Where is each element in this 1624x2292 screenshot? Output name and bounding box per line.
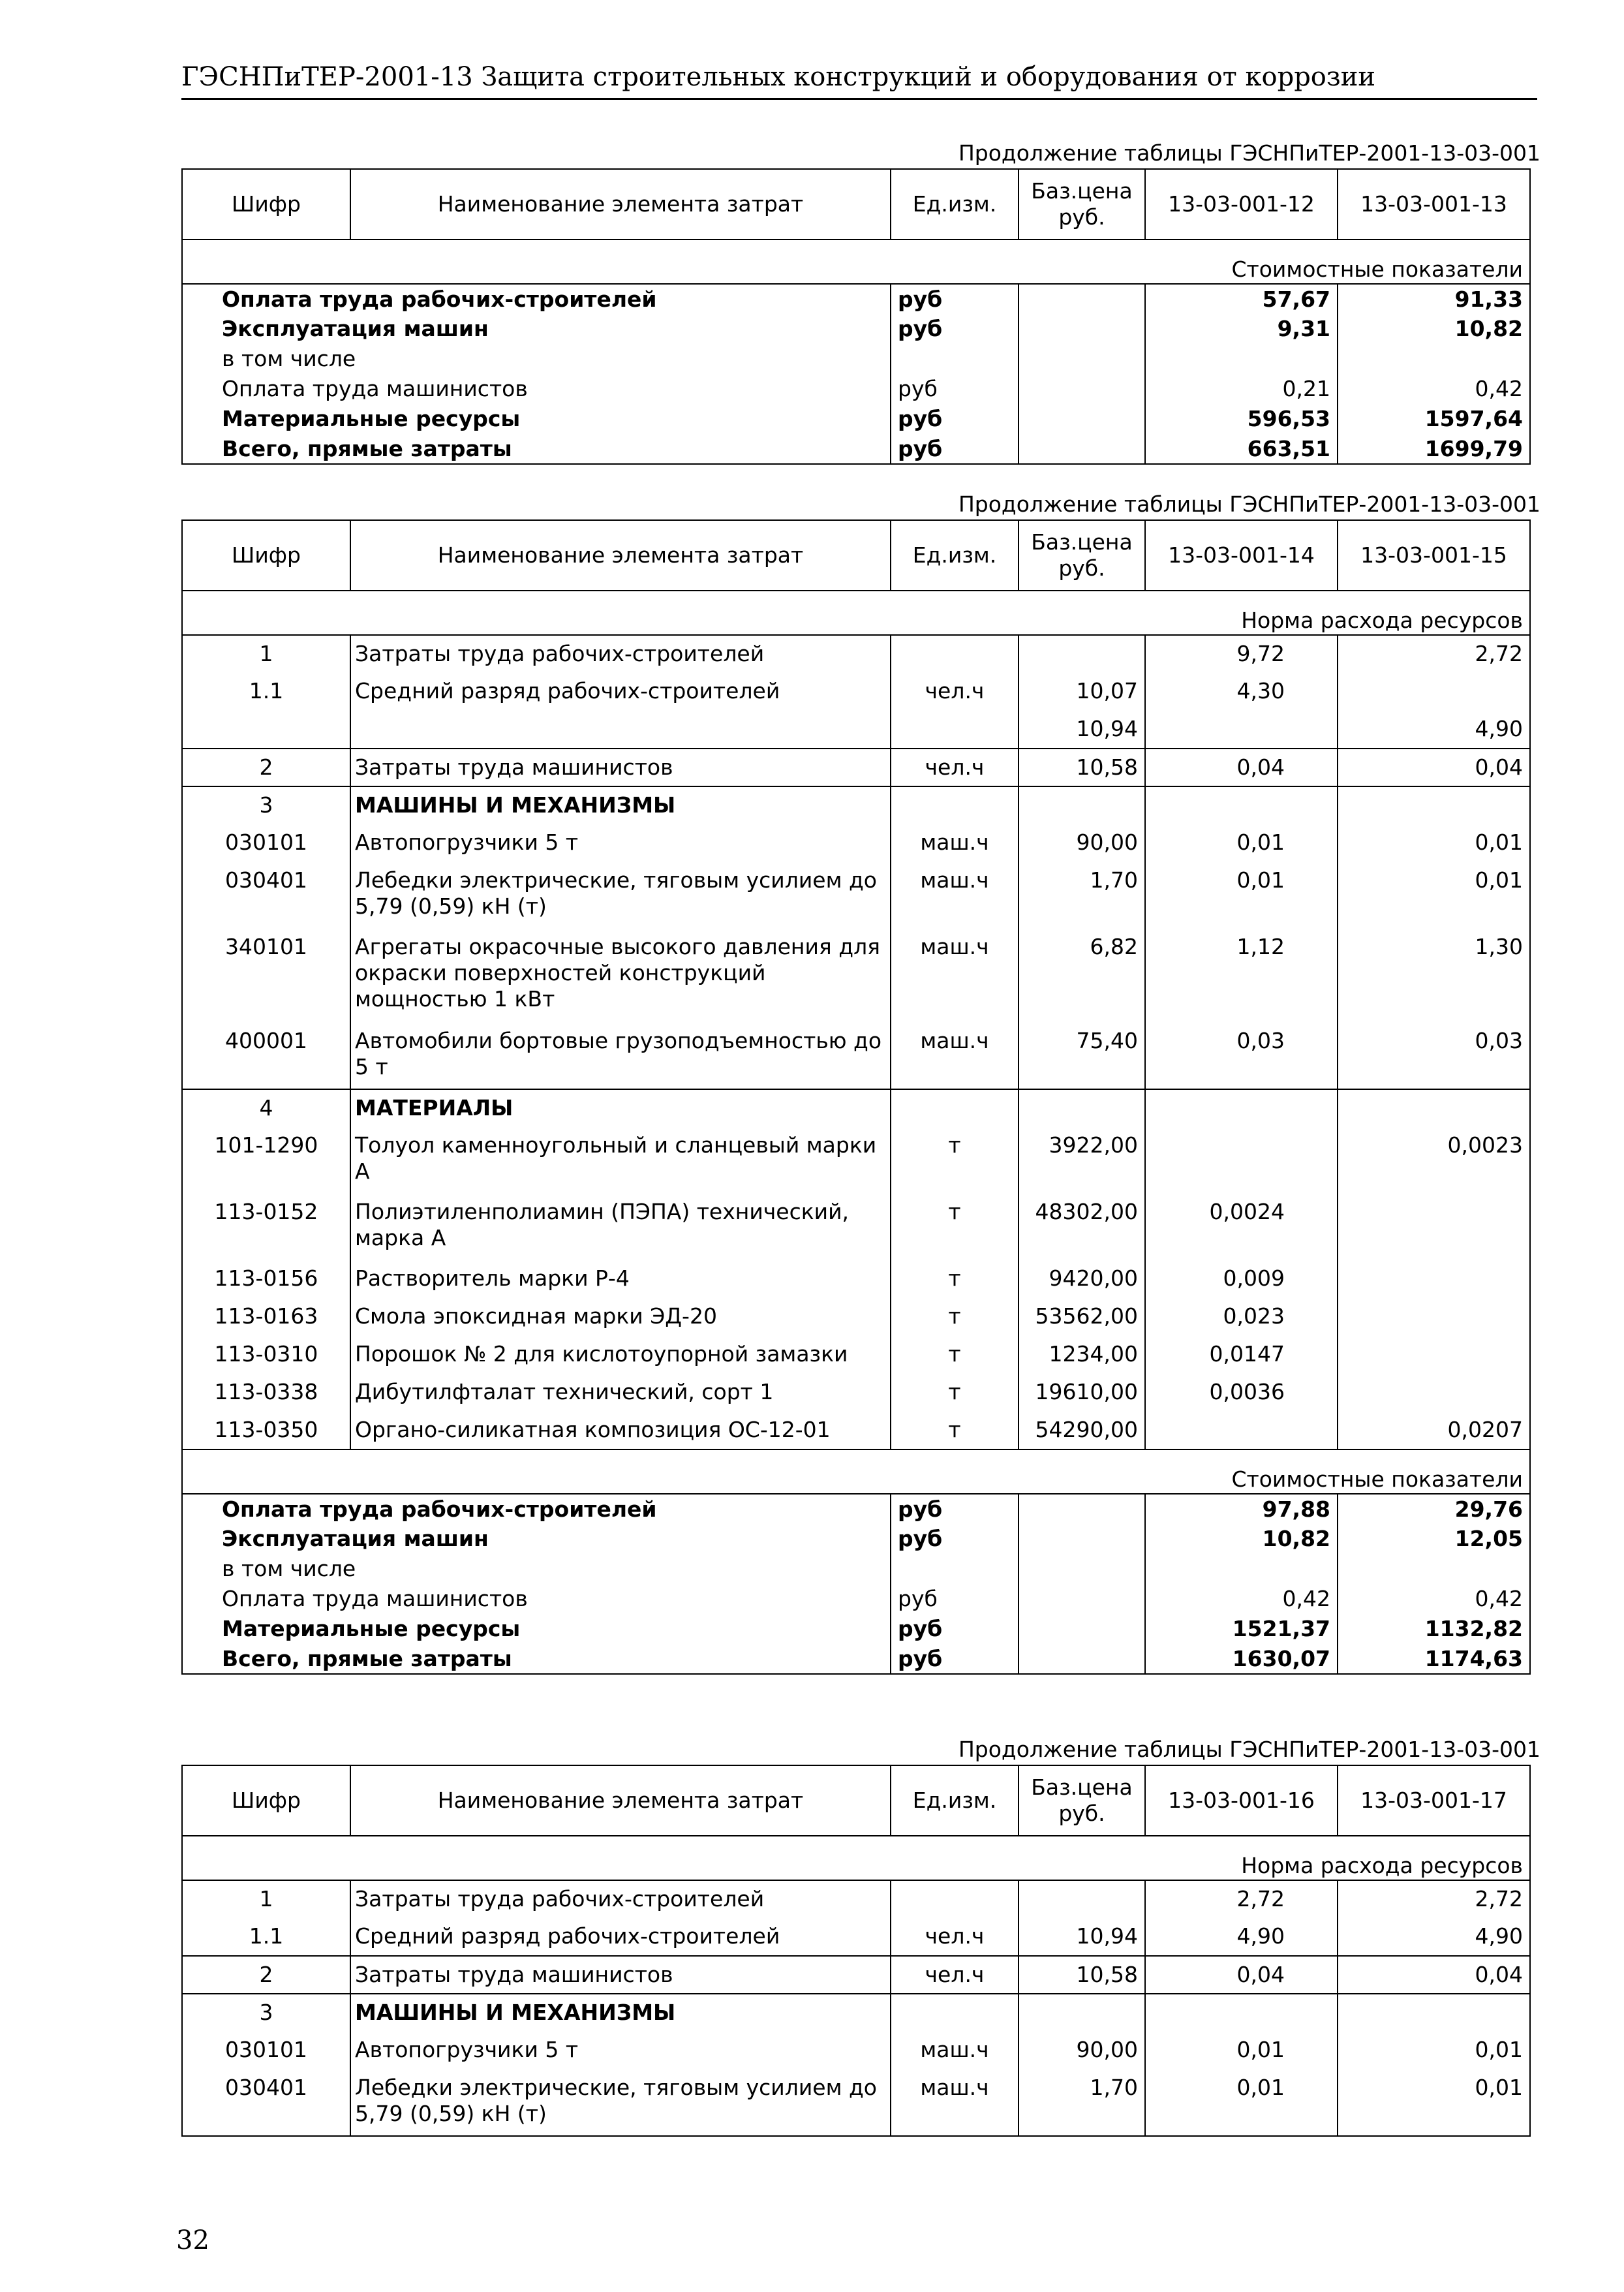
resource-price [1019, 1880, 1145, 1918]
resource-name: Дибутилфталат технический, сорт 1 [350, 1374, 891, 1412]
resource-code: 113-0163 [182, 1298, 350, 1336]
col-b-header: 13-03-001-17 [1338, 1765, 1530, 1836]
cost-unit: руб [891, 284, 1019, 314]
resource-value-b [1338, 1194, 1530, 1260]
col-code-header: Шифр [182, 520, 350, 591]
page-number: 32 [176, 2225, 209, 2255]
resource-value-b [1338, 673, 1530, 711]
cost-price [1019, 1584, 1145, 1614]
cost-value-b: 0,42 [1338, 1584, 1530, 1614]
resource-value-b: 0,01 [1338, 824, 1530, 862]
resource-unit [891, 1994, 1019, 2032]
resource-code: 030101 [182, 2032, 350, 2069]
table1 [181, 168, 1531, 465]
resource-unit: т [891, 1336, 1019, 1374]
cost-unit: руб [891, 314, 1019, 344]
resource-value-a [1145, 1127, 1338, 1194]
resource-unit [891, 711, 1019, 749]
resource-unit: маш.ч [891, 2032, 1019, 2069]
resource-name: Толуол каменноугольный и сланцевый марки А [350, 1127, 891, 1194]
resource-value-a: 1,12 [1145, 929, 1338, 1023]
resource-value-a: 4,30 [1145, 673, 1338, 711]
cost-value-b: 1597,64 [1338, 404, 1530, 434]
resource-name: Средний разряд рабочих-строителей [350, 1918, 891, 1956]
cost-row [182, 434, 1530, 464]
resource-code: 340101 [182, 929, 350, 1023]
resource-row [182, 862, 1530, 929]
resource-price [1019, 1994, 1145, 2032]
col-a-header: 13-03-001-16 [1145, 1765, 1338, 1836]
cost-price [1019, 1614, 1145, 1644]
table2-cost-section-row [182, 1465, 1530, 1494]
cost-name: Материальные ресурсы [182, 1614, 891, 1644]
resource-value-a: 0,04 [1145, 1956, 1338, 1994]
resource-value-a [1145, 711, 1338, 749]
cost-unit: руб [891, 434, 1019, 464]
resource-value-a: 9,72 [1145, 635, 1338, 673]
resource-value-b: 0,01 [1338, 862, 1530, 929]
resource-unit: чел.ч [891, 749, 1019, 786]
resource-value-a [1145, 786, 1338, 824]
section-label: Норма расхода ресурсов [182, 606, 1530, 635]
cost-row [182, 284, 1530, 314]
cost-value-b: 1174,63 [1338, 1644, 1530, 1674]
resource-code: 3 [182, 1994, 350, 2032]
resource-value-a: 0,01 [1145, 824, 1338, 862]
resource-unit: чел.ч [891, 1918, 1019, 1956]
resource-value-b: 0,04 [1338, 749, 1530, 786]
resource-code: 2 [182, 749, 350, 786]
resource-value-a: 0,0024 [1145, 1194, 1338, 1260]
resource-name: Автопогрузчики 5 т [350, 824, 891, 862]
cost-value-a: 57,67 [1145, 284, 1338, 314]
resource-unit: т [891, 1298, 1019, 1336]
resource-code: 101-1290 [182, 1127, 350, 1194]
resource-name: Полиэтиленполиамин (ПЭПА) технический, марка А [350, 1194, 891, 1260]
resource-value-a [1145, 1089, 1338, 1127]
resource-row [182, 673, 1530, 711]
resource-unit [891, 635, 1019, 673]
resource-row [182, 1880, 1530, 1918]
resource-value-b: 4,90 [1338, 1918, 1530, 1956]
page-header: ГЭСНПиТЕР-2001-13 Защита строительных конструкций и оборудования от коррозии [181, 62, 1376, 92]
resource-code [182, 711, 350, 749]
section-label: Стоимостные показатели [182, 1465, 1530, 1494]
cost-price [1019, 434, 1145, 464]
resource-price: 9420,00 [1019, 1260, 1145, 1298]
cost-name: в том числе [182, 1554, 891, 1584]
resource-code: 113-0338 [182, 1374, 350, 1412]
resource-value-b [1338, 1994, 1530, 2032]
resource-row [182, 2069, 1530, 2136]
resource-price: 6,82 [1019, 929, 1145, 1023]
resource-unit [891, 1880, 1019, 1918]
resource-code: 113-0350 [182, 1412, 350, 1449]
cost-value-b: 12,05 [1338, 1524, 1530, 1554]
resource-name: Лебедки электрические, тяговым усилием до 5,79 (0,59) кН (т) [350, 862, 891, 929]
resource-row [182, 749, 1530, 786]
cost-name: Материальные ресурсы [182, 404, 891, 434]
resource-row [182, 1298, 1530, 1336]
resource-price: 3922,00 [1019, 1127, 1145, 1194]
resource-value-a: 0,01 [1145, 2032, 1338, 2069]
resource-value-b [1338, 1336, 1530, 1374]
resource-value-b: 4,90 [1338, 711, 1530, 749]
cost-value-b [1338, 1554, 1530, 1584]
resource-name: Смола эпоксидная марки ЭД-20 [350, 1298, 891, 1336]
cost-name: Оплата труда машинистов [182, 1584, 891, 1614]
resource-code: 4 [182, 1089, 350, 1127]
cost-value-a: 1630,07 [1145, 1644, 1338, 1674]
resource-value-a: 4,90 [1145, 1918, 1338, 1956]
resource-price: 54290,00 [1019, 1412, 1145, 1449]
resource-value-b: 0,04 [1338, 1956, 1530, 1994]
resource-value-b: 0,01 [1338, 2032, 1530, 2069]
table1-header-row [182, 169, 1530, 240]
cost-name: Эксплуатация машин [182, 314, 891, 344]
col-unit-header: Ед.изм. [891, 169, 1019, 240]
cost-value-a: 0,21 [1145, 374, 1338, 404]
resource-code: 1 [182, 635, 350, 673]
resource-unit [891, 786, 1019, 824]
resource-value-b: 0,0207 [1338, 1412, 1530, 1449]
resource-value-b: 1,30 [1338, 929, 1530, 1023]
cost-value-b: 29,76 [1338, 1494, 1530, 1524]
resource-name: Средний разряд рабочих-строителей [350, 673, 891, 711]
resource-price: 10,07 [1019, 673, 1145, 711]
resource-code: 1.1 [182, 1918, 350, 1956]
resource-unit: т [891, 1374, 1019, 1412]
col-unit-header: Ед.изм. [891, 1765, 1019, 1836]
resource-price: 1,70 [1019, 2069, 1145, 2136]
resource-price: 90,00 [1019, 824, 1145, 862]
cost-price [1019, 284, 1145, 314]
resource-price: 1234,00 [1019, 1336, 1145, 1374]
resource-code: 113-0152 [182, 1194, 350, 1260]
resource-name: Затраты труда машинистов [350, 1956, 891, 1994]
table3-caption: Продолжение таблицы ГЭСНПиТЕР-2001-13-03-001 [958, 1737, 1540, 1762]
cost-unit: руб [891, 374, 1019, 404]
resource-unit: маш.ч [891, 2069, 1019, 2136]
resource-value-a: 0,01 [1145, 2069, 1338, 2136]
cost-unit [891, 1554, 1019, 1584]
cost-name: Всего, прямые затраты [182, 1644, 891, 1674]
resource-row [182, 786, 1530, 824]
resource-price: 90,00 [1019, 2032, 1145, 2069]
col-b-header: 13-03-001-13 [1338, 169, 1530, 240]
resource-value-a: 0,01 [1145, 862, 1338, 929]
resource-value-b [1338, 1298, 1530, 1336]
resource-row [182, 1994, 1530, 2032]
resource-name: Агрегаты окрасочные высокого давления для окраски поверхностей конструкций мощностью 1 кВт [350, 929, 891, 1023]
cost-value-b: 1699,79 [1338, 434, 1530, 464]
resource-name: Растворитель марки Р-4 [350, 1260, 891, 1298]
col-unit-header: Ед.изм. [891, 520, 1019, 591]
cost-name: Оплата труда рабочих-строителей [182, 1494, 891, 1524]
resource-row [182, 1336, 1530, 1374]
table3-header-row [182, 1765, 1530, 1836]
resource-row [182, 2032, 1530, 2069]
resource-unit: т [891, 1194, 1019, 1260]
cost-row [182, 1644, 1530, 1674]
resource-value-b: 0,0023 [1338, 1127, 1530, 1194]
resource-price [1019, 786, 1145, 824]
cost-row [182, 344, 1530, 374]
cost-price [1019, 1644, 1145, 1674]
cost-value-a: 10,82 [1145, 1524, 1338, 1554]
table1-section-row [182, 255, 1530, 284]
resource-name: МАШИНЫ И МЕХАНИЗМЫ [350, 1994, 891, 2032]
cost-value-a: 596,53 [1145, 404, 1338, 434]
resource-price: 10,94 [1019, 1918, 1145, 1956]
resource-name: Затраты труда рабочих-строителей [350, 635, 891, 673]
cost-name: Всего, прямые затраты [182, 434, 891, 464]
cost-value-a [1145, 344, 1338, 374]
cost-value-a: 9,31 [1145, 314, 1338, 344]
cost-row [182, 404, 1530, 434]
cost-unit: руб [891, 1524, 1019, 1554]
resource-code: 1 [182, 1880, 350, 1918]
cost-value-b: 1132,82 [1338, 1614, 1530, 1644]
resource-unit: маш.ч [891, 929, 1019, 1023]
resource-value-a: 0,03 [1145, 1023, 1338, 1089]
col-price-header: Баз.цена руб. [1019, 520, 1145, 591]
cost-value-b: 91,33 [1338, 284, 1530, 314]
resource-unit: т [891, 1127, 1019, 1194]
header-rule [181, 98, 1537, 100]
section-label: Норма расхода ресурсов [182, 1851, 1530, 1880]
cost-name: Оплата труда машинистов [182, 374, 891, 404]
resource-code: 113-0156 [182, 1260, 350, 1298]
resource-value-a: 0,0036 [1145, 1374, 1338, 1412]
resource-name: Автопогрузчики 5 т [350, 2032, 891, 2069]
cost-value-b: 0,42 [1338, 374, 1530, 404]
resource-value-b [1338, 1089, 1530, 1127]
resource-row [182, 1412, 1530, 1449]
resource-name: МАТЕРИАЛЫ [350, 1089, 891, 1127]
resource-code: 030401 [182, 862, 350, 929]
resource-price: 75,40 [1019, 1023, 1145, 1089]
cost-row [182, 1554, 1530, 1584]
col-code-header: Шифр [182, 1765, 350, 1836]
cost-row [182, 1494, 1530, 1524]
resource-value-a: 0,04 [1145, 749, 1338, 786]
resource-price [1019, 635, 1145, 673]
cost-unit: руб [891, 404, 1019, 434]
cost-row [182, 1584, 1530, 1614]
cost-row [182, 374, 1530, 404]
resource-row [182, 635, 1530, 673]
resource-name: МАШИНЫ И МЕХАНИЗМЫ [350, 786, 891, 824]
col-a-header: 13-03-001-14 [1145, 520, 1338, 591]
resource-unit: маш.ч [891, 824, 1019, 862]
resource-name: Затраты труда машинистов [350, 749, 891, 786]
resource-price: 10,94 [1019, 711, 1145, 749]
table2-caption: Продолжение таблицы ГЭСНПиТЕР-2001-13-03-001 [958, 491, 1540, 517]
resource-row [182, 711, 1530, 749]
resource-code: 1.1 [182, 673, 350, 711]
cost-name: Оплата труда рабочих-строителей [182, 284, 891, 314]
cost-price [1019, 314, 1145, 344]
cost-unit [891, 344, 1019, 374]
table2 [181, 519, 1531, 1675]
resource-code: 030101 [182, 824, 350, 862]
resource-row [182, 1194, 1530, 1260]
resource-row [182, 824, 1530, 862]
resource-value-a: 0,023 [1145, 1298, 1338, 1336]
cost-price [1019, 344, 1145, 374]
cost-price [1019, 1554, 1145, 1584]
resource-row [182, 929, 1530, 1023]
resource-price: 19610,00 [1019, 1374, 1145, 1412]
resource-name: Автомобили бортовые грузоподъемностью до 5 т [350, 1023, 891, 1089]
col-a-header: 13-03-001-12 [1145, 169, 1338, 240]
resource-name: Порошок № 2 для кислотоупорной замазки [350, 1336, 891, 1374]
section-label: Стоимостные показатели [182, 255, 1530, 284]
cost-price [1019, 374, 1145, 404]
cost-name: в том числе [182, 344, 891, 374]
resource-row [182, 1260, 1530, 1298]
table2-header-row [182, 520, 1530, 591]
resource-value-b [1338, 1260, 1530, 1298]
resource-price: 1,70 [1019, 862, 1145, 929]
resource-code: 3 [182, 786, 350, 824]
resource-unit [891, 1089, 1019, 1127]
resource-row [182, 1918, 1530, 1956]
resource-code: 400001 [182, 1023, 350, 1089]
col-code-header: Шифр [182, 169, 350, 240]
resource-unit: т [891, 1412, 1019, 1449]
resource-name: Затраты труда рабочих-строителей [350, 1880, 891, 1918]
cost-price [1019, 404, 1145, 434]
resource-value-b: 2,72 [1338, 1880, 1530, 1918]
cost-value-b: 10,82 [1338, 314, 1530, 344]
resource-name [350, 711, 891, 749]
resource-code: 2 [182, 1956, 350, 1994]
resource-value-b [1338, 1374, 1530, 1412]
cost-row [182, 1614, 1530, 1644]
resource-price [1019, 1089, 1145, 1127]
resource-value-a [1145, 1412, 1338, 1449]
resource-value-b: 0,01 [1338, 2069, 1530, 2136]
col-name-header: Наименование элемента затрат [350, 169, 891, 240]
col-name-header: Наименование элемента затрат [350, 520, 891, 591]
col-b-header: 13-03-001-15 [1338, 520, 1530, 591]
resource-unit: маш.ч [891, 1023, 1019, 1089]
resource-row [182, 1127, 1530, 1194]
cost-unit: руб [891, 1494, 1019, 1524]
resource-value-a: 2,72 [1145, 1880, 1338, 1918]
resource-price: 48302,00 [1019, 1194, 1145, 1260]
cost-value-a: 0,42 [1145, 1584, 1338, 1614]
cost-price [1019, 1524, 1145, 1554]
resource-unit: чел.ч [891, 673, 1019, 711]
resource-value-a: 0,0147 [1145, 1336, 1338, 1374]
resource-value-b [1338, 786, 1530, 824]
resource-value-a [1145, 1994, 1338, 2032]
cost-row [182, 314, 1530, 344]
resource-price: 10,58 [1019, 1956, 1145, 1994]
resource-name: Лебедки электрические, тяговым усилием до 5,79 (0,59) кН (т) [350, 2069, 891, 2136]
cost-unit: руб [891, 1614, 1019, 1644]
resource-value-b: 2,72 [1338, 635, 1530, 673]
cost-value-b [1338, 344, 1530, 374]
resource-code: 113-0310 [182, 1336, 350, 1374]
resource-row [182, 1023, 1530, 1089]
cost-value-a [1145, 1554, 1338, 1584]
resource-row [182, 1089, 1530, 1127]
cost-value-a: 1521,37 [1145, 1614, 1338, 1644]
table2-section-row [182, 606, 1530, 635]
col-price-header: Баз.цена руб. [1019, 1765, 1145, 1836]
resource-unit: чел.ч [891, 1956, 1019, 1994]
resource-row [182, 1956, 1530, 1994]
cost-name: Эксплуатация машин [182, 1524, 891, 1554]
table3 [181, 1765, 1531, 2137]
cost-unit: руб [891, 1584, 1019, 1614]
resource-value-a: 0,009 [1145, 1260, 1338, 1298]
cost-row [182, 1524, 1530, 1554]
cost-value-a: 97,88 [1145, 1494, 1338, 1524]
col-name-header: Наименование элемента затрат [350, 1765, 891, 1836]
resource-price: 10,58 [1019, 749, 1145, 786]
resource-price: 53562,00 [1019, 1298, 1145, 1336]
table1-caption: Продолжение таблицы ГЭСНПиТЕР-2001-13-03-001 [958, 140, 1540, 166]
resource-row [182, 1374, 1530, 1412]
resource-unit: маш.ч [891, 862, 1019, 929]
resource-value-b: 0,03 [1338, 1023, 1530, 1089]
cost-value-a: 663,51 [1145, 434, 1338, 464]
col-price-header: Баз.цена руб. [1019, 169, 1145, 240]
cost-price [1019, 1494, 1145, 1524]
table3-section-row [182, 1851, 1530, 1880]
cost-unit: руб [891, 1644, 1019, 1674]
resource-code: 030401 [182, 2069, 350, 2136]
resource-unit: т [891, 1260, 1019, 1298]
resource-name: Органо-силикатная композиция ОС-12-01 [350, 1412, 891, 1449]
